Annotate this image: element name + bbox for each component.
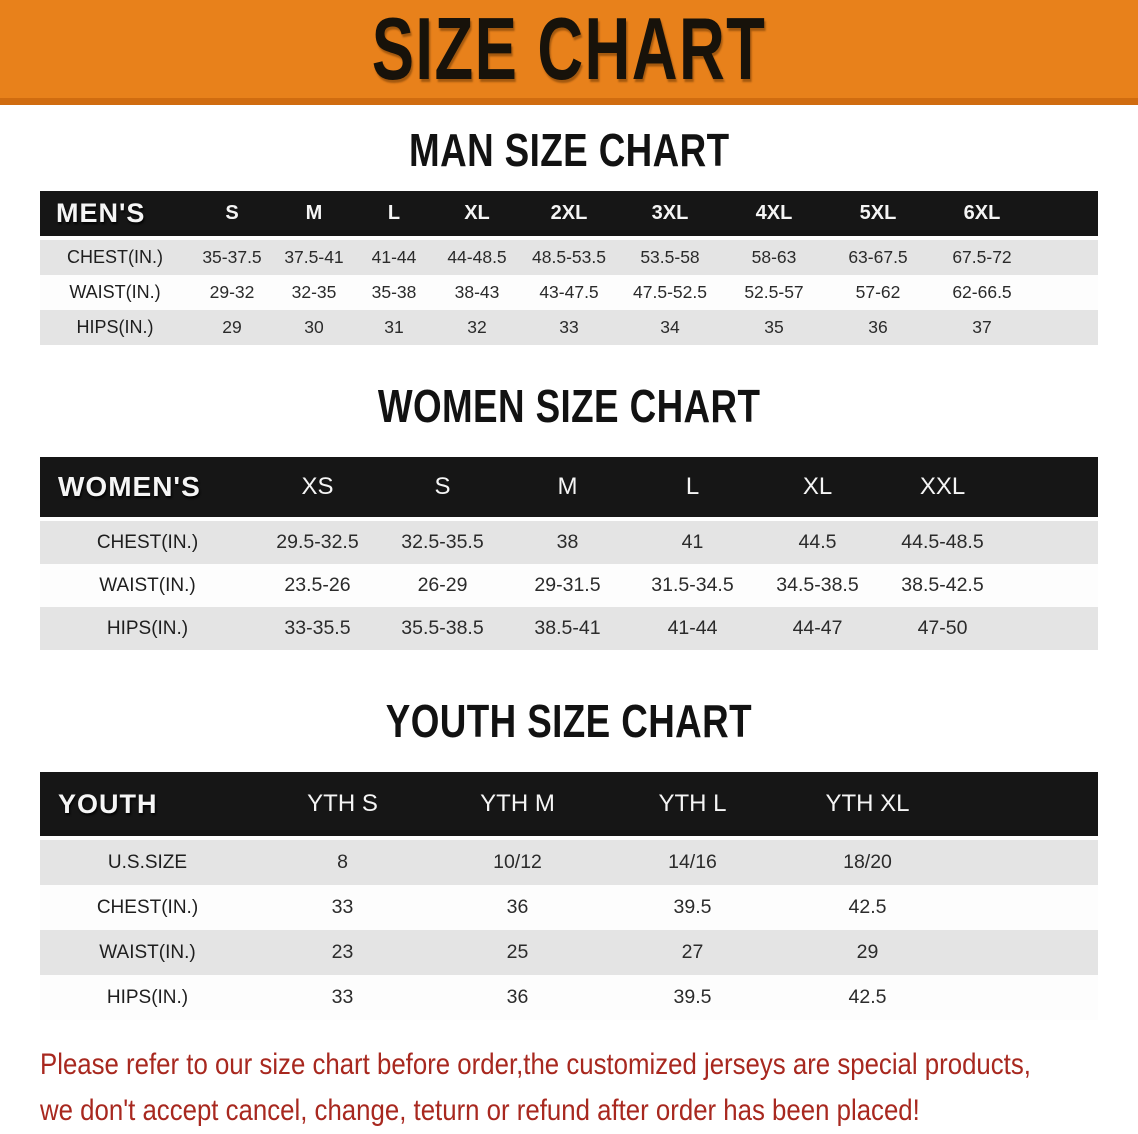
cell: 26-29 [380, 564, 505, 607]
cell: 35-38 [354, 275, 434, 310]
men-size-table [40, 191, 1098, 345]
women-column-header-xs: XS [255, 457, 380, 519]
cell: 37.5-41 [274, 238, 354, 275]
spacer-cell [1034, 310, 1098, 345]
cell: 38 [505, 519, 630, 564]
cell: 27 [605, 930, 780, 975]
youth-hips-row [40, 975, 1098, 1020]
cell: 35.5-38.5 [380, 607, 505, 650]
spacer-cell [1005, 607, 1098, 650]
cell: 23.5-26 [255, 564, 380, 607]
cell: 42.5 [780, 975, 955, 1020]
cell: 37 [930, 310, 1034, 345]
cell: 47-50 [880, 607, 1005, 650]
cell: 47.5-52.5 [618, 275, 722, 310]
cell: 58-63 [722, 238, 826, 275]
size-chart-banner [0, 0, 1138, 105]
women-chest-row [40, 519, 1098, 564]
cell: 44.5-48.5 [880, 519, 1005, 564]
cell: 38.5-41 [505, 607, 630, 650]
cell: 33 [255, 975, 430, 1020]
cell: 29-31.5 [505, 564, 630, 607]
cell: 31.5-34.5 [630, 564, 755, 607]
disclaimer-line-1: Please refer to our size chart before order,the customized jerseys are special products, [40, 1048, 1031, 1081]
spacer-cell [955, 838, 1098, 885]
cell: 48.5-53.5 [520, 238, 618, 275]
cell: 30 [274, 310, 354, 345]
youth-size-table [40, 772, 1098, 1020]
row-label: CHEST(IN.) [40, 238, 190, 275]
cell: 33-35.5 [255, 607, 380, 650]
cell: 36 [430, 975, 605, 1020]
men-corner-label: MEN'S [40, 191, 190, 238]
youth-chest-row [40, 885, 1098, 930]
cell: 33 [255, 885, 430, 930]
men-column-header-m: M [274, 191, 354, 238]
cell: 36 [430, 885, 605, 930]
row-label: HIPS(IN.) [40, 607, 255, 650]
row-label: CHEST(IN.) [40, 885, 255, 930]
cell: 14/16 [605, 838, 780, 885]
men-column-header-4xl: 4XL [722, 191, 826, 238]
cell: 42.5 [780, 885, 955, 930]
women-column-header-l: L [630, 457, 755, 519]
man-section-heading-text: MAN SIZE CHART [408, 124, 730, 176]
cell: 35 [722, 310, 826, 345]
row-label: WAIST(IN.) [40, 930, 255, 975]
row-label: HIPS(IN.) [40, 310, 190, 345]
spacer-cell [1005, 564, 1098, 607]
men-column-header-2xl: 2XL [520, 191, 618, 238]
cell: 34.5-38.5 [755, 564, 880, 607]
spacer-cell [955, 772, 1098, 838]
women-size-table [40, 457, 1098, 650]
cell: 33 [520, 310, 618, 345]
men-header-row [40, 191, 1098, 238]
cell: 38.5-42.5 [880, 564, 1005, 607]
cell: 39.5 [605, 975, 780, 1020]
cell: 41-44 [630, 607, 755, 650]
row-label: WAIST(IN.) [40, 564, 255, 607]
men-column-header-6xl: 6XL [930, 191, 1034, 238]
cell: 18/20 [780, 838, 955, 885]
spacer-cell [1005, 519, 1098, 564]
cell: 44-47 [755, 607, 880, 650]
women-column-header-xxl: XXL [880, 457, 1005, 519]
men-column-header-3xl: 3XL [618, 191, 722, 238]
cell: 29-32 [190, 275, 274, 310]
cell: 23 [255, 930, 430, 975]
spacer-cell [1005, 457, 1098, 519]
cell: 57-62 [826, 275, 930, 310]
man-section-heading [0, 125, 1138, 175]
men-chest-row [40, 238, 1098, 275]
row-label: U.S.SIZE [40, 838, 255, 885]
cell: 32-35 [274, 275, 354, 310]
men-column-header-l: L [354, 191, 434, 238]
women-waist-row [40, 564, 1098, 607]
spacer-cell [1034, 275, 1098, 310]
men-hips-row [40, 310, 1098, 345]
cell: 44.5 [755, 519, 880, 564]
women-corner-label: WOMEN'S [40, 457, 255, 519]
cell: 32 [434, 310, 520, 345]
women-column-header-s: S [380, 457, 505, 519]
disclaimer-line-2: we don't accept cancel, change, teturn or refund after order has been placed! [40, 1094, 920, 1127]
row-label: HIPS(IN.) [40, 975, 255, 1020]
cell: 52.5-57 [722, 275, 826, 310]
cell: 43-47.5 [520, 275, 618, 310]
cell: 34 [618, 310, 722, 345]
youth-section-heading [0, 696, 1138, 746]
cell: 29 [190, 310, 274, 345]
cell: 29.5-32.5 [255, 519, 380, 564]
spacer-cell [1034, 238, 1098, 275]
cell: 63-67.5 [826, 238, 930, 275]
cell: 53.5-58 [618, 238, 722, 275]
youth-column-header-xl: YTH XL [780, 772, 955, 838]
women-column-header-xl: XL [755, 457, 880, 519]
youth-header-row [40, 772, 1098, 838]
women-section-heading-text: WOMEN SIZE CHART [377, 380, 761, 432]
youth-column-header-s: YTH S [255, 772, 430, 838]
youth-waist-row [40, 930, 1098, 975]
youth-ussize-row [40, 838, 1098, 885]
men-waist-row [40, 275, 1098, 310]
men-column-header-xl: XL [434, 191, 520, 238]
cell: 36 [826, 310, 930, 345]
cell: 35-37.5 [190, 238, 274, 275]
cell: 38-43 [434, 275, 520, 310]
disclaimer [40, 1042, 1098, 1134]
women-section-heading [0, 381, 1138, 431]
youth-section-heading-text: YOUTH SIZE CHART [385, 695, 753, 747]
cell: 67.5-72 [930, 238, 1034, 275]
youth-corner-label: YOUTH [40, 772, 255, 838]
row-label: CHEST(IN.) [40, 519, 255, 564]
cell: 44-48.5 [434, 238, 520, 275]
youth-column-header-m: YTH M [430, 772, 605, 838]
spacer-cell [955, 930, 1098, 975]
women-column-header-m: M [505, 457, 630, 519]
banner-title: SIZE CHART [371, 0, 767, 98]
cell: 39.5 [605, 885, 780, 930]
cell: 41-44 [354, 238, 434, 275]
cell: 25 [430, 930, 605, 975]
cell: 29 [780, 930, 955, 975]
cell: 31 [354, 310, 434, 345]
youth-column-header-l: YTH L [605, 772, 780, 838]
women-header-row [40, 457, 1098, 519]
spacer-cell [955, 975, 1098, 1020]
men-column-header-s: S [190, 191, 274, 238]
women-hips-row [40, 607, 1098, 650]
men-column-header-5xl: 5XL [826, 191, 930, 238]
row-label: WAIST(IN.) [40, 275, 190, 310]
cell: 41 [630, 519, 755, 564]
cell: 62-66.5 [930, 275, 1034, 310]
cell: 8 [255, 838, 430, 885]
cell: 32.5-35.5 [380, 519, 505, 564]
spacer-cell [955, 885, 1098, 930]
spacer-cell [1034, 191, 1098, 238]
cell: 10/12 [430, 838, 605, 885]
